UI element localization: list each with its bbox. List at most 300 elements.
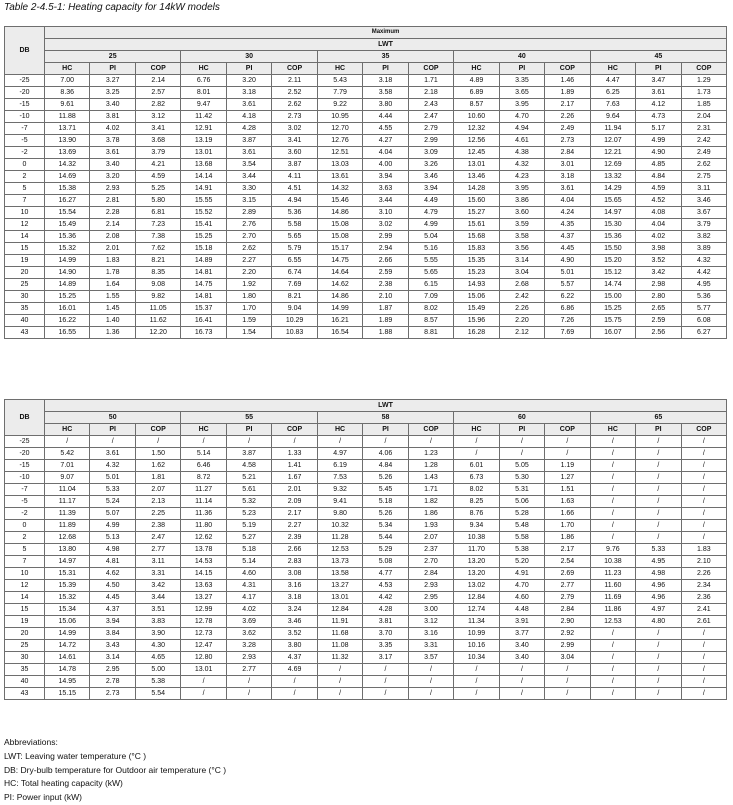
value-cell: 12.32 [454, 123, 499, 135]
value-cell: 2.89 [226, 207, 271, 219]
value-cell: 3.84 [90, 628, 135, 640]
value-cell: 12.45 [454, 147, 499, 159]
value-cell: 5.36 [681, 291, 727, 303]
value-cell: 2.20 [226, 267, 271, 279]
table-row [5, 291, 727, 303]
value-cell: 9.80 [317, 508, 362, 520]
value-cell: 5.25 [135, 183, 180, 195]
value-cell: 6.01 [454, 460, 499, 472]
value-cell: 6.86 [545, 303, 590, 315]
value-cell: 2.47 [408, 111, 453, 123]
value-cell: 9.04 [272, 303, 317, 315]
db-cell: 15 [5, 243, 45, 255]
value-cell: 3.16 [272, 580, 317, 592]
value-cell: 4.44 [363, 111, 408, 123]
value-cell: 9.32 [317, 484, 362, 496]
value-cell: 8.21 [272, 291, 317, 303]
value-cell: 15.37 [181, 303, 226, 315]
value-cell: 4.37 [545, 231, 590, 243]
value-cell: 3.69 [226, 616, 271, 628]
metric-header: HC [181, 63, 226, 75]
value-cell: 13.19 [181, 135, 226, 147]
value-cell: 2.17 [545, 99, 590, 111]
value-cell: 3.79 [135, 147, 180, 159]
value-cell: 3.31 [408, 640, 453, 652]
value-cell: 1.89 [363, 315, 408, 327]
value-cell: 7.09 [408, 291, 453, 303]
value-cell: 3.41 [272, 135, 317, 147]
lwt-temp-header: 25 [45, 51, 181, 63]
value-cell: 15.25 [590, 303, 635, 315]
value-cell: / [545, 676, 590, 688]
value-cell: 5.55 [408, 255, 453, 267]
value-cell: 2.66 [272, 544, 317, 556]
value-cell: 4.28 [226, 123, 271, 135]
value-cell: 7.01 [45, 460, 90, 472]
value-cell: 14.72 [45, 640, 90, 652]
metric-header: HC [45, 63, 90, 75]
value-cell: 2.61 [681, 616, 727, 628]
value-cell: 5.42 [45, 448, 90, 460]
table-row [5, 676, 727, 688]
value-cell: / [317, 664, 362, 676]
value-cell: 2.62 [226, 243, 271, 255]
value-cell: 4.90 [636, 147, 681, 159]
value-cell: 5.58 [499, 532, 544, 544]
value-cell: 5.77 [681, 303, 727, 315]
metric-header: PI [90, 63, 135, 75]
value-cell: 14.99 [45, 628, 90, 640]
value-cell: / [181, 436, 226, 448]
db-cell: -10 [5, 472, 45, 484]
value-cell: 5.80 [135, 195, 180, 207]
value-cell: 13.71 [45, 123, 90, 135]
value-cell: 1.83 [90, 255, 135, 267]
value-cell: 14.86 [317, 291, 362, 303]
value-cell: / [454, 448, 499, 460]
value-cell: 1.85 [681, 99, 727, 111]
value-cell: 3.61 [90, 147, 135, 159]
table-row [5, 568, 727, 580]
db-cell: 14 [5, 231, 45, 243]
value-cell: / [681, 628, 727, 640]
db-cell: 43 [5, 688, 45, 700]
value-cell: 3.04 [545, 652, 590, 664]
value-cell: 15.17 [317, 243, 362, 255]
value-cell: 3.81 [90, 111, 135, 123]
value-cell: 2.93 [90, 183, 135, 195]
lwt-header: LWT [45, 400, 727, 412]
db-cell: -25 [5, 75, 45, 87]
value-cell: 8.72 [181, 472, 226, 484]
value-cell: 7.38 [135, 231, 180, 243]
value-cell: 4.23 [499, 171, 544, 183]
value-cell: 5.01 [545, 267, 590, 279]
value-cell: / [545, 436, 590, 448]
value-cell: 3.87 [226, 448, 271, 460]
value-cell: 15.55 [181, 195, 226, 207]
value-cell: 14.99 [317, 303, 362, 315]
value-cell: / [408, 436, 453, 448]
table-row [5, 496, 727, 508]
abbreviation-lwt: LWT: Leaving water temperature (°C ) [4, 750, 147, 761]
table-row [5, 604, 727, 616]
value-cell: 2.94 [363, 243, 408, 255]
value-cell: 2.84 [408, 568, 453, 580]
value-cell: 3.12 [408, 616, 453, 628]
value-cell: 16.55 [45, 327, 90, 339]
value-cell: 1.29 [681, 75, 727, 87]
value-cell: 1.62 [135, 460, 180, 472]
value-cell: 3.42 [135, 580, 180, 592]
value-cell: 14.32 [317, 183, 362, 195]
value-cell: 13.01 [317, 592, 362, 604]
table-row [5, 195, 727, 207]
abbreviation-pi: PI: Power input (kW) [4, 792, 82, 803]
value-cell: 2.10 [363, 291, 408, 303]
value-cell: 6.15 [408, 279, 453, 291]
value-cell: 3.20 [226, 75, 271, 87]
value-cell: 8.35 [135, 267, 180, 279]
value-cell: 1.86 [545, 532, 590, 544]
value-cell: 3.40 [499, 652, 544, 664]
value-cell: 12.99 [181, 604, 226, 616]
metric-header: COP [135, 424, 180, 436]
db-cell: -5 [5, 496, 45, 508]
value-cell: 4.08 [636, 207, 681, 219]
value-cell: 1.71 [408, 75, 453, 87]
table-row [5, 688, 727, 700]
metric-header: PI [636, 63, 681, 75]
value-cell: 11.69 [590, 592, 635, 604]
value-cell: 8.81 [408, 327, 453, 339]
metric-header: HC [181, 424, 226, 436]
value-cell: 15.25 [45, 291, 90, 303]
value-cell: 14.86 [317, 207, 362, 219]
value-cell: 2.04 [681, 111, 727, 123]
value-cell: 4.24 [545, 207, 590, 219]
value-cell: 14.81 [181, 267, 226, 279]
value-cell: 4.30 [135, 640, 180, 652]
value-cell: 5.33 [636, 544, 681, 556]
value-cell: 14.95 [45, 676, 90, 688]
value-cell: 2.65 [636, 303, 681, 315]
value-cell: / [545, 664, 590, 676]
value-cell: 2.52 [272, 87, 317, 99]
value-cell: 10.38 [454, 532, 499, 544]
value-cell: 4.96 [636, 580, 681, 592]
value-cell: 2.75 [681, 171, 727, 183]
table-row [5, 484, 727, 496]
value-cell: 3.87 [226, 135, 271, 147]
value-cell: 2.38 [135, 520, 180, 532]
metric-header: HC [45, 424, 90, 436]
metric-header: HC [454, 63, 499, 75]
value-cell: 4.59 [636, 183, 681, 195]
value-cell: 2.18 [408, 87, 453, 99]
value-cell: 4.95 [636, 556, 681, 568]
value-cell: 7.26 [545, 315, 590, 327]
value-cell: 5.00 [135, 664, 180, 676]
value-cell: 3.14 [499, 255, 544, 267]
value-cell: 1.87 [363, 303, 408, 315]
value-cell: 4.85 [636, 159, 681, 171]
value-cell: 14.99 [45, 255, 90, 267]
value-cell: 5.14 [226, 556, 271, 568]
value-cell: 12.56 [454, 135, 499, 147]
value-cell: 3.44 [135, 592, 180, 604]
value-cell: / [681, 460, 727, 472]
value-cell: / [636, 640, 681, 652]
value-cell: 15.30 [590, 219, 635, 231]
value-cell: 15.41 [181, 219, 226, 231]
value-cell: 12.68 [45, 532, 90, 544]
value-cell: 1.89 [545, 87, 590, 99]
value-cell: 4.31 [226, 580, 271, 592]
table-row [5, 207, 727, 219]
value-cell: / [363, 676, 408, 688]
value-cell: 2.99 [363, 231, 408, 243]
value-cell: 5.21 [226, 472, 271, 484]
value-cell: / [226, 676, 271, 688]
value-cell: 4.94 [272, 195, 317, 207]
value-cell: 3.12 [135, 111, 180, 123]
value-cell: 2.70 [226, 231, 271, 243]
value-cell: 5.34 [363, 520, 408, 532]
value-cell: 9.82 [135, 291, 180, 303]
value-cell: 1.82 [408, 496, 453, 508]
value-cell: 15.75 [590, 315, 635, 327]
value-cell: 14.90 [45, 267, 90, 279]
value-cell: 4.77 [363, 568, 408, 580]
value-cell: 16.27 [45, 195, 90, 207]
db-cell: 7 [5, 556, 45, 568]
db-cell: -2 [5, 508, 45, 520]
value-cell: 5.14 [181, 448, 226, 460]
value-cell: 15.65 [590, 195, 635, 207]
value-cell: 5.24 [90, 496, 135, 508]
value-cell: 10.83 [272, 327, 317, 339]
value-cell: 3.40 [90, 159, 135, 171]
value-cell: 5.65 [272, 231, 317, 243]
value-cell: 12.70 [317, 123, 362, 135]
value-cell: 2.42 [499, 291, 544, 303]
db-cell: 30 [5, 291, 45, 303]
table-row [5, 123, 727, 135]
lwt-temp-header: 50 [45, 412, 181, 424]
value-cell: 10.95 [317, 111, 362, 123]
db-cell: 20 [5, 267, 45, 279]
value-cell: 2.39 [272, 532, 317, 544]
value-cell: 15.54 [45, 207, 90, 219]
value-cell: 6.08 [681, 315, 727, 327]
value-cell: 8.36 [45, 87, 90, 99]
value-cell: / [636, 664, 681, 676]
value-cell: 12.53 [590, 616, 635, 628]
metric-header: HC [590, 424, 635, 436]
value-cell: 2.41 [681, 604, 727, 616]
metric-header: HC [590, 63, 635, 75]
value-cell: 3.44 [226, 171, 271, 183]
value-cell: 3.40 [499, 640, 544, 652]
value-cell: 3.02 [363, 219, 408, 231]
value-cell: 3.02 [272, 123, 317, 135]
db-cell: 5 [5, 544, 45, 556]
value-cell: 1.73 [681, 87, 727, 99]
value-cell: / [681, 508, 727, 520]
value-cell: 1.67 [272, 472, 317, 484]
value-cell: 2.95 [90, 664, 135, 676]
value-cell: 11.62 [135, 315, 180, 327]
metric-header: COP [408, 63, 453, 75]
table-row [5, 532, 727, 544]
table-row [5, 544, 727, 556]
value-cell: 12.91 [181, 123, 226, 135]
value-cell: 4.32 [90, 460, 135, 472]
value-cell: 13.80 [45, 544, 90, 556]
value-cell: 1.27 [545, 472, 590, 484]
value-cell: 1.93 [408, 520, 453, 532]
value-cell: 2.49 [545, 123, 590, 135]
value-cell: / [363, 688, 408, 700]
value-cell: 4.58 [226, 460, 271, 472]
table-row [5, 556, 727, 568]
value-cell: 5.05 [499, 460, 544, 472]
value-cell: 13.46 [454, 171, 499, 183]
value-cell: 3.00 [408, 604, 453, 616]
value-cell: / [636, 532, 681, 544]
value-cell: 5.01 [90, 472, 135, 484]
value-cell: 5.28 [499, 508, 544, 520]
value-cell: 4.69 [272, 664, 317, 676]
table-row [5, 111, 727, 123]
value-cell: 3.61 [636, 87, 681, 99]
value-cell: 5.45 [363, 484, 408, 496]
value-cell: 3.91 [499, 616, 544, 628]
value-cell: 11.36 [181, 508, 226, 520]
value-cell: 3.90 [135, 628, 180, 640]
value-cell: / [681, 448, 727, 460]
value-cell: 5.61 [226, 484, 271, 496]
db-cell: -2 [5, 147, 45, 159]
value-cell: 3.35 [363, 640, 408, 652]
value-cell: 4.99 [408, 219, 453, 231]
value-cell: 12.74 [454, 604, 499, 616]
lwt-header: LWT [45, 39, 727, 51]
db-cell: 0 [5, 520, 45, 532]
value-cell: 3.61 [226, 99, 271, 111]
table-row [5, 580, 727, 592]
value-cell: 3.11 [681, 183, 727, 195]
table-caption: Table 2-4.5-1: Heating capacity for 14kW models [4, 2, 220, 13]
value-cell: 4.62 [90, 568, 135, 580]
table-row [5, 87, 727, 99]
value-cell: 15.32 [45, 243, 90, 255]
value-cell: 5.31 [499, 484, 544, 496]
abbreviations-heading: Abbreviations: [4, 737, 58, 747]
value-cell: 1.41 [272, 460, 317, 472]
value-cell: 4.04 [545, 195, 590, 207]
value-cell: 2.83 [272, 556, 317, 568]
value-cell: 4.02 [226, 604, 271, 616]
value-cell: 15.15 [45, 688, 90, 700]
value-cell: 2.13 [135, 496, 180, 508]
value-cell: 14.64 [317, 267, 362, 279]
value-cell: 2.01 [272, 484, 317, 496]
value-cell: 2.59 [636, 315, 681, 327]
value-cell: 5.20 [499, 556, 544, 568]
value-cell: / [590, 628, 635, 640]
value-cell: 4.18 [226, 111, 271, 123]
value-cell: 5.18 [363, 496, 408, 508]
value-cell: 14.93 [454, 279, 499, 291]
value-cell: / [590, 448, 635, 460]
value-cell: 7.53 [317, 472, 362, 484]
value-cell: 1.70 [226, 303, 271, 315]
table-row [5, 279, 727, 291]
value-cell: 3.61 [226, 147, 271, 159]
value-cell: / [499, 688, 544, 700]
value-cell: 16.07 [590, 327, 635, 339]
value-cell: 2.43 [408, 99, 453, 111]
value-cell: 3.77 [499, 628, 544, 640]
value-cell: 3.58 [499, 231, 544, 243]
abbreviation-hc: HC: Total heating capacity (kW) [4, 778, 123, 789]
value-cell: 13.69 [45, 147, 90, 159]
value-cell: / [681, 472, 727, 484]
lwt-temp-header: 40 [454, 51, 590, 63]
value-cell: 3.10 [363, 207, 408, 219]
value-cell: / [363, 664, 408, 676]
value-cell: 4.97 [317, 448, 362, 460]
value-cell: 11.80 [181, 520, 226, 532]
value-cell: 4.42 [363, 592, 408, 604]
metric-header: PI [90, 424, 135, 436]
value-cell: 15.60 [454, 195, 499, 207]
value-cell: 2.26 [545, 111, 590, 123]
value-cell: 4.06 [363, 448, 408, 460]
value-cell: 4.59 [135, 171, 180, 183]
value-cell: 15.20 [590, 255, 635, 267]
table-row [5, 303, 727, 315]
value-cell: 3.01 [545, 159, 590, 171]
value-cell: 4.47 [590, 75, 635, 87]
value-cell: / [681, 532, 727, 544]
value-cell: 5.29 [363, 544, 408, 556]
metric-header: COP [545, 63, 590, 75]
value-cell: 15.31 [45, 568, 90, 580]
heating-capacity-table-low-lwt [4, 26, 727, 339]
abbreviations-block [4, 736, 226, 805]
value-cell: 4.96 [636, 592, 681, 604]
value-cell: 15.39 [45, 580, 90, 592]
value-cell: 7.69 [545, 327, 590, 339]
value-cell: 3.28 [226, 640, 271, 652]
value-cell: 2.92 [545, 628, 590, 640]
value-cell: 11.70 [454, 544, 499, 556]
value-cell: / [317, 436, 362, 448]
value-cell: 14.29 [590, 183, 635, 195]
table-row [5, 231, 727, 243]
db-cell: -15 [5, 99, 45, 111]
value-cell: 1.63 [545, 496, 590, 508]
value-cell: 4.00 [363, 159, 408, 171]
value-cell: 2.84 [545, 147, 590, 159]
value-cell: 8.76 [454, 508, 499, 520]
value-cell: 15.27 [454, 207, 499, 219]
value-cell: 3.67 [681, 207, 727, 219]
value-cell: / [317, 676, 362, 688]
